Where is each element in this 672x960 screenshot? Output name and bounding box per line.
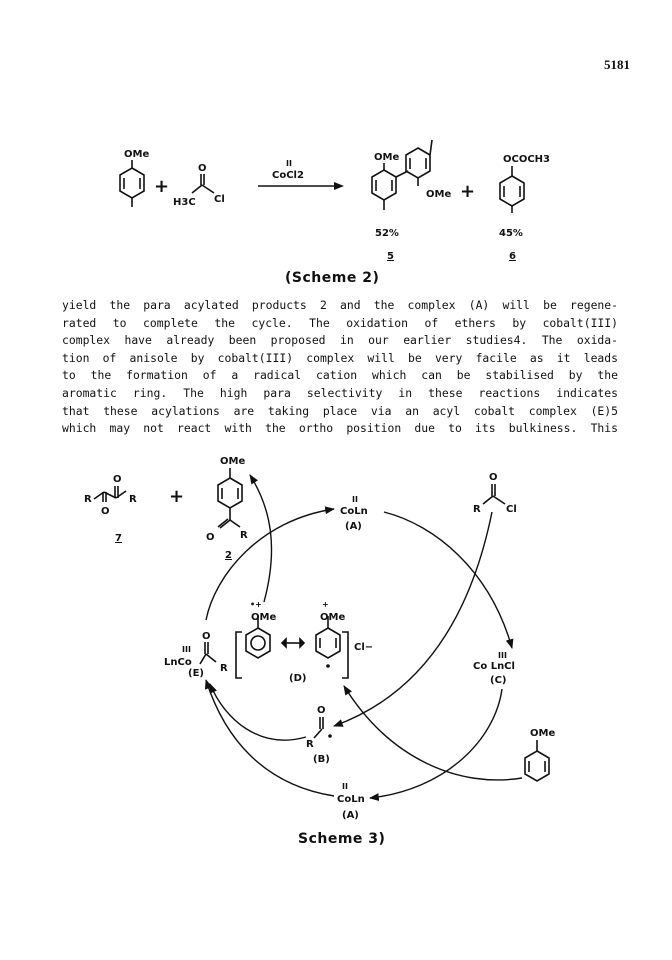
product5-ome-bottom: OMe (426, 189, 452, 200)
acyl-radical-tag: (B) (313, 754, 330, 765)
radical-cation-charge-left: •+ (250, 600, 262, 609)
anisole-ome: OMe (530, 728, 556, 739)
page-number: 5181 (604, 57, 630, 72)
catalyst-label: CoCl2 (272, 170, 304, 181)
product-5-structure (372, 140, 432, 210)
complex-a-bottom-ox: II (342, 782, 348, 791)
radical-dot (326, 664, 330, 668)
plus-sign-2: + (460, 181, 476, 202)
radical-cation-tag: (D) (289, 673, 307, 684)
paragraph-line: aromatic ring. The high para selectivity in these reactions indicates (62, 385, 618, 400)
acyl-chloride-cl: Cl (506, 504, 517, 515)
compound-6-number: 6 (509, 251, 516, 262)
arrow-c-to-a-bottom (370, 689, 502, 798)
complex-a-bottom-tag: (A) (342, 810, 359, 821)
acyl-cobalt-e-structure (200, 642, 216, 664)
scheme-2-caption: (Scheme 2) (285, 270, 380, 286)
acyl-radical-o: O (317, 705, 326, 716)
scheme-3-diagram (0, 440, 672, 860)
yield-6: 45% (499, 228, 523, 239)
acetyl-h3c-label: H3C (173, 197, 196, 208)
diketone-o-top: O (113, 474, 122, 485)
paragraph-line: yield the para acylated products 2 and the complex (A) will be regene- (62, 298, 618, 312)
body-paragraph (62, 297, 618, 438)
radical-cation-counterion: Cl− (354, 642, 374, 653)
complex-e-o: O (202, 631, 211, 642)
paragraph-line: rated to complete the cycle. The oxidation of ethers by cobalt(III) (62, 315, 618, 330)
product6-ococh3-label: OCOCH3 (503, 154, 551, 165)
diketone-r-right: R (129, 494, 137, 505)
acetyl-cl-label: Cl (214, 194, 225, 205)
complex-a-top-ox: II (352, 495, 358, 504)
catalyst-oxidation-state: II (286, 159, 292, 168)
scheme3-plus: + (169, 486, 185, 507)
complex-c-tag: (C) (490, 675, 507, 686)
acetyl-chloride (192, 174, 214, 193)
reactant1-ome-label: OMe (124, 149, 150, 160)
product2-r: R (240, 530, 248, 541)
complex-c-ox: III (498, 651, 507, 660)
reaction-arrowhead (334, 182, 344, 190)
radical-cation-ome-left: OMe (251, 612, 277, 623)
plus-sign-1: + (154, 176, 170, 197)
radical-cation-d-structure (236, 616, 348, 678)
radical-cation-ome-right: OMe (320, 612, 346, 623)
acetyl-o-label: O (198, 163, 207, 174)
complex-a-top-tag: (A) (345, 521, 362, 532)
acyl-radical-r: R (306, 739, 314, 750)
arrow-acyl-chloride-to-b (334, 512, 492, 726)
radical-cation-charge-right: + (322, 600, 329, 609)
product5-ome-top: OMe (374, 152, 400, 163)
paragraph-line: complex have already been proposed in our earlier studies4. The oxida- (62, 333, 618, 348)
product-6-structure (500, 166, 524, 213)
arrow-b-to-e (210, 684, 306, 740)
compound-7-number: 7 (115, 533, 122, 544)
diketone-7-structure (94, 486, 126, 502)
arrow-a-top-to-c (384, 512, 512, 648)
product2-o: O (206, 532, 215, 543)
acyl-chloride-r: R (473, 504, 481, 515)
product2-ome: OMe (220, 456, 246, 467)
complex-e-label: LnCo (164, 657, 192, 668)
acyl-radical-dot (328, 734, 332, 738)
acyl-chloride-structure (483, 484, 505, 504)
reactant-methylanisole (120, 160, 144, 207)
complex-e-r: R (220, 663, 228, 674)
complex-e-tag: (E) (188, 668, 204, 679)
paragraph-line: which may not react with the ortho position due to its bulkiness. This (62, 421, 618, 436)
acyl-chloride-o: O (489, 472, 498, 483)
compound-5-number: 5 (387, 251, 394, 262)
product-2-structure (218, 468, 242, 528)
diketone-r-left: R (84, 494, 92, 505)
catalytic-cycle-arrows (206, 475, 522, 798)
paragraph-line: that these acylations are taking place via an acyl cobalt complex (E)5 (62, 403, 618, 418)
complex-c-label: Co LnCl (473, 661, 515, 672)
complex-a-bottom-label: CoLn (337, 794, 365, 805)
arrow-anisole-to-d (344, 686, 522, 780)
acyl-radical-b-structure (314, 717, 323, 738)
yield-5: 52% (375, 228, 399, 239)
paragraph-line: tion of anisole by cobalt(III) complex will be very facile as it leads (62, 350, 618, 365)
scheme-2-diagram (0, 0, 672, 270)
complex-a-top-label: CoLn (340, 506, 368, 517)
diketone-o-bottom: O (101, 506, 110, 517)
paragraph-line: to the formation of a radical cation which can be stabilised by the (62, 368, 618, 383)
compound-2-number: 2 (225, 550, 232, 561)
scheme-3-caption: Scheme 3) (298, 831, 386, 847)
complex-e-ox: III (182, 645, 191, 654)
anisole-structure (525, 740, 549, 781)
